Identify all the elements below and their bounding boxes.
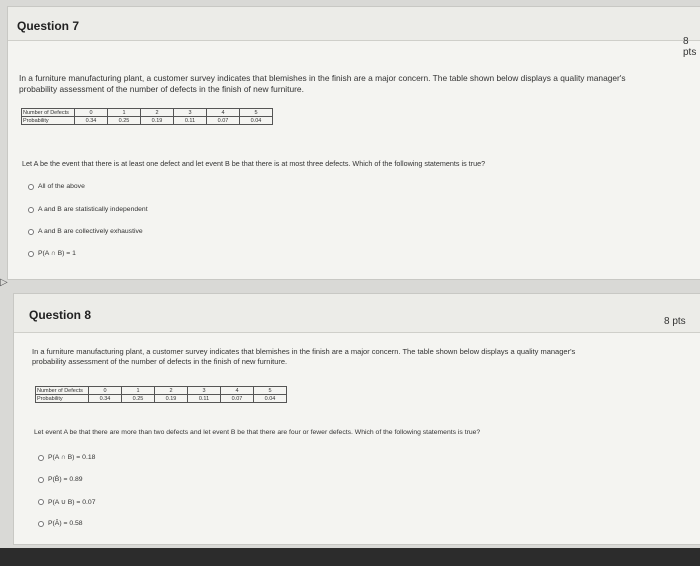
table-row-probability <box>22 117 273 125</box>
question-8-prompt <box>32 347 692 367</box>
table-cell: 1 <box>122 387 155 395</box>
question-8-card <box>13 293 700 545</box>
question-7-prompt <box>19 73 689 95</box>
table-cell: 0.04 <box>254 395 287 403</box>
table-cell: 4 <box>221 387 254 395</box>
flag-icon[interactable]: ▷ <box>0 277 8 288</box>
table-cell: 4 <box>207 109 240 117</box>
option-label: P(A ∪ B) = 0.07 <box>48 499 96 506</box>
table-cell: 0.34 <box>89 395 122 403</box>
radio-button[interactable] <box>38 477 44 483</box>
option-label: A and B are statistically independent <box>38 206 148 213</box>
option-label: P(A ∩ B) = 0.18 <box>48 454 96 461</box>
defects-probability-table <box>21 108 273 125</box>
bottom-bar <box>0 548 700 566</box>
table-header-defects: Number of Defects <box>36 387 89 395</box>
table-cell: 0.11 <box>188 395 221 403</box>
table-cell: 3 <box>188 387 221 395</box>
question-7-title: Question 7 <box>17 19 80 33</box>
table-cell: 0.25 <box>122 395 155 403</box>
radio-button[interactable] <box>38 521 44 527</box>
radio-button[interactable] <box>38 499 44 505</box>
table-cell: 3 <box>174 109 207 117</box>
question-8-points: 8 pts <box>664 316 686 327</box>
table-cell: 5 <box>254 387 287 395</box>
radio-button[interactable] <box>28 184 34 190</box>
question-8-option-4[interactable] <box>38 520 83 527</box>
table-cell: 0.19 <box>141 117 174 125</box>
question-7-option-4[interactable] <box>28 250 76 257</box>
table-cell: 0.07 <box>207 117 240 125</box>
question-8-option-3[interactable] <box>38 498 95 506</box>
prompt-line-2: probability assessment of the number of defects in the finish of new furniture. <box>32 357 288 366</box>
option-label: P(A ∩ B) = 1 <box>38 250 76 257</box>
table-cell: 1 <box>108 109 141 117</box>
radio-button[interactable] <box>38 455 44 461</box>
prompt-line-1: In a furniture manufacturing plant, a customer survey indicates that blemishes in the finish are a major concern. The table shown below displays a quality manager's <box>19 73 626 83</box>
table-cell: 2 <box>141 109 174 117</box>
table-cell: 2 <box>155 387 188 395</box>
radio-button[interactable] <box>28 207 34 213</box>
table-cell: 0.11 <box>174 117 207 125</box>
question-8-title: Question 8 <box>29 308 92 322</box>
question-8-option-2[interactable] <box>38 476 83 483</box>
table-cell: 0.25 <box>108 117 141 125</box>
table-header-probability: Probability <box>22 117 75 125</box>
question-7-points: 8 pts <box>683 36 697 58</box>
option-label: All of the above <box>38 183 85 190</box>
option-label: P(B̄) = 0.89 <box>48 476 83 483</box>
defects-probability-table <box>35 386 287 403</box>
radio-button[interactable] <box>28 251 34 257</box>
question-7-card <box>7 6 700 280</box>
question-7-option-1[interactable] <box>28 183 85 190</box>
question-7-option-3[interactable] <box>28 228 143 235</box>
table-cell: 0 <box>89 387 122 395</box>
radio-button[interactable] <box>28 229 34 235</box>
table-cell: 0.04 <box>240 117 273 125</box>
table-row-probability <box>36 395 287 403</box>
prompt-line-2: probability assessment of the number of defects in the finish of new furniture. <box>19 84 304 94</box>
question-8-option-1[interactable] <box>38 454 95 461</box>
table-cell: 5 <box>240 109 273 117</box>
question-8-header <box>14 294 700 333</box>
question-7-option-2[interactable] <box>28 206 148 213</box>
question-7-header <box>8 7 700 41</box>
prompt-line-1: In a furniture manufacturing plant, a customer survey indicates that blemishes in the finish are a major concern. The table shown below displays a quality manager's <box>32 347 576 356</box>
table-cell: 0.34 <box>75 117 108 125</box>
table-cell: 0.19 <box>155 395 188 403</box>
option-label: A and B are collectively exhaustive <box>38 228 143 235</box>
table-cell: 0 <box>75 109 108 117</box>
table-row-defects <box>36 387 287 395</box>
table-row-defects <box>22 109 273 117</box>
option-label: P(Ā) = 0.58 <box>48 520 83 527</box>
table-header-defects: Number of Defects <box>22 109 75 117</box>
table-cell: 0.07 <box>221 395 254 403</box>
question-7-stem: Let A be the event that there is at least one defect and let event B be that there is at most three defects. Which of the following statements is true? <box>22 159 486 168</box>
question-8-stem: Let event A be that there are more than two defects and let event B be that there are four or fewer defects. Which of the following statements is true? <box>34 429 481 436</box>
table-header-probability: Probability <box>36 395 89 403</box>
